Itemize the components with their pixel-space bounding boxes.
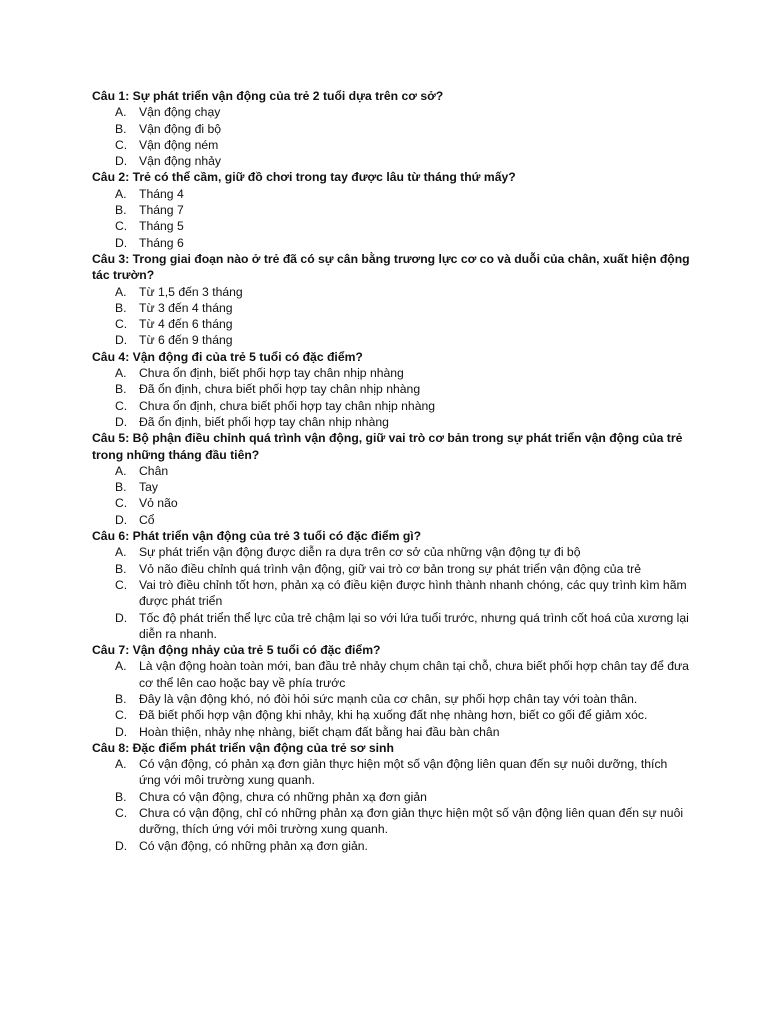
- option-text: Từ 3 đến 4 tháng: [139, 300, 233, 315]
- answer-option: [92, 365, 692, 381]
- option-text: Vận động chạy: [139, 105, 221, 120]
- answer-option: [92, 479, 692, 495]
- answer-option: [92, 495, 692, 511]
- question-text: Câu 6: Phát triển vận động của trẻ 3 tuổi có đặc điểm gì?: [92, 529, 422, 544]
- option-letter: B.: [115, 382, 127, 397]
- option-letter: C.: [115, 708, 128, 723]
- answer-option: [92, 202, 692, 218]
- question-text: Câu 3: Trong giai đoạn nào ở trẻ đã có sự cân bằng trương lực cơ co và duỗi của chân, xuất hiện động tác trườn?: [92, 251, 690, 283]
- answer-option: [92, 838, 692, 854]
- option-text: Tháng 6: [139, 235, 184, 250]
- option-text: Tháng 4: [139, 186, 184, 201]
- option-letter: B.: [115, 691, 127, 706]
- option-text: Đã ổn định, chưa biết phối hợp tay chân nhịp nhàng: [139, 382, 421, 397]
- option-letter: A.: [115, 105, 127, 120]
- option-text: Từ 1,5 đến 3 tháng: [139, 284, 243, 299]
- answer-option: [92, 218, 692, 234]
- question-block: [92, 528, 692, 642]
- option-letter: C.: [115, 577, 128, 592]
- option-letter: D.: [115, 724, 128, 739]
- option-text: Tháng 5: [139, 219, 184, 234]
- option-letter: D.: [115, 512, 128, 527]
- option-letter: B.: [115, 480, 127, 495]
- answer-option: [92, 235, 692, 251]
- answer-option: [92, 186, 692, 202]
- option-text: Có vận động, có phản xạ đơn giản thực hiện một số vận động liên quan đến sự nuôi dưỡng, thích ứng với môi trường xung quanh.: [139, 757, 668, 788]
- option-text: Vận động nhảy: [139, 154, 221, 169]
- option-letter: C.: [115, 137, 128, 152]
- option-text: Chưa có vận động, chỉ có những phản xạ đơn giản thực hiện một số vận động liên quan đến sự nuôi dưỡng, thích ứng với môi trường xung quanh.: [139, 806, 684, 837]
- answer-option: [92, 577, 692, 610]
- option-letter: B.: [115, 300, 127, 315]
- option-letter: B.: [115, 203, 127, 218]
- option-letter: C.: [115, 496, 128, 511]
- answer-option: [92, 610, 692, 643]
- option-letter: D.: [115, 154, 128, 169]
- option-letter: A.: [115, 186, 127, 201]
- option-letter: D.: [115, 838, 128, 853]
- option-text: Vận động đi bộ: [139, 121, 221, 136]
- option-text: Hoàn thiện, nhảy nhẹ nhàng, biết chạm đất bằng hai đầu bàn chân: [139, 724, 500, 739]
- option-text: Vỏ não điều chỉnh quá trình vận động, giữ vai trò cơ bản trong sự phát triển vận động của trẻ: [139, 561, 641, 576]
- option-text: Đây là vận động khó, nó đòi hỏi sức mạnh của cơ chân, sự phối hợp chân tay với toàn thân.: [139, 691, 638, 706]
- option-letter: A.: [115, 545, 127, 560]
- answer-option: [92, 658, 692, 691]
- answer-option: [92, 284, 692, 300]
- option-letter: B.: [115, 121, 127, 136]
- option-letter: B.: [115, 561, 127, 576]
- answer-option: [92, 398, 692, 414]
- answer-option: [92, 104, 692, 120]
- answer-option: [92, 463, 692, 479]
- question-text: Câu 1: Sự phát triển vận động của trẻ 2 tuổi dựa trên cơ sở?: [92, 89, 444, 103]
- option-text: Có vận động, có những phản xạ đơn giản.: [139, 838, 368, 853]
- option-letter: B.: [115, 789, 127, 804]
- option-text: Là vận động hoàn toàn mới, ban đầu trẻ nhảy chụm chân tại chỗ, chưa biết phối hợp chân tay để đưa cơ thể lên cao hoặc bay về phía trước: [139, 659, 689, 690]
- option-letter: C.: [115, 806, 128, 821]
- option-text: Sự phát triển vận động được diễn ra dựa trên cơ sở của những vận động tự đi bộ: [139, 545, 581, 560]
- option-text: Đã ổn định, biết phối hợp tay chân nhịp nhàng: [139, 414, 389, 429]
- answer-option: [92, 316, 692, 332]
- question-text: Câu 2: Trẻ có thể cầm, giữ đồ chơi trong tay được lâu từ tháng thứ mấy?: [92, 170, 516, 185]
- answer-option: [92, 414, 692, 430]
- answer-option: [92, 707, 692, 723]
- answer-option: [92, 691, 692, 707]
- option-letter: A.: [115, 366, 127, 381]
- option-letter: A.: [115, 284, 127, 299]
- question-block: [92, 251, 692, 349]
- option-text: Chưa ổn định, chưa biết phối hợp tay chân nhịp nhàng: [139, 398, 436, 413]
- question-block: [92, 430, 692, 528]
- question-text: Câu 5: Bộ phận điều chỉnh quá trình vận động, giữ vai trò cơ bản trong sự phát triển vận động của trẻ trong những tháng đầu tiên?: [92, 431, 683, 462]
- option-text: Cổ: [139, 512, 155, 527]
- option-text: Tay: [139, 480, 158, 495]
- option-text: Vỏ não: [139, 496, 178, 511]
- option-letter: C.: [115, 219, 128, 234]
- answer-option: [92, 332, 692, 348]
- question-text: Câu 8: Đặc điểm phát triển vận động của trẻ sơ sinh: [92, 740, 394, 755]
- quiz-document: [92, 88, 692, 854]
- option-text: Chưa có vận động, chưa có những phản xạ đơn giản: [139, 789, 427, 804]
- option-text: Đã biết phối hợp vận động khi nhảy, khi hạ xuống đất nhẹ nhàng hơn, biết co gối để giảm xóc.: [139, 708, 648, 723]
- question-text: Câu 4: Vận động đi của trẻ 5 tuổi có đặc điểm?: [92, 349, 363, 364]
- answer-option: [92, 137, 692, 153]
- answer-option: [92, 805, 692, 838]
- answer-option: [92, 381, 692, 397]
- option-letter: A.: [115, 463, 127, 478]
- option-text: Vai trò điều chỉnh tốt hơn, phản xạ có điều kiện được hình thành nhanh chóng, các quy trình kìm hãm được phát triển: [139, 577, 687, 609]
- option-text: Từ 6 đến 9 tháng: [139, 333, 233, 348]
- option-text: Chưa ổn định, biết phối hợp tay chân nhịp nhàng: [139, 366, 404, 381]
- option-letter: A.: [115, 757, 127, 772]
- option-text: Tốc độ phát triển thể lực của trẻ chậm lại so với lứa tuổi trước, nhưng quá trình cốt hoá của xương lại diễn ra nhanh.: [139, 610, 689, 641]
- option-letter: C.: [115, 398, 128, 413]
- answer-option: [92, 153, 692, 169]
- answer-option: [92, 724, 692, 740]
- question-block: [92, 169, 692, 250]
- answer-option: [92, 756, 692, 789]
- option-text: Vận động ném: [139, 137, 219, 152]
- option-text: Từ 4 đến 6 tháng: [139, 317, 233, 332]
- question-block: [92, 349, 692, 430]
- option-text: Tháng 7: [139, 203, 184, 218]
- question-block: [92, 740, 692, 854]
- option-letter: D.: [115, 610, 128, 625]
- question-block: [92, 88, 692, 169]
- option-letter: C.: [115, 317, 128, 332]
- answer-option: [92, 789, 692, 805]
- answer-option: [92, 121, 692, 137]
- answer-option: [92, 544, 692, 560]
- option-letter: D.: [115, 414, 128, 429]
- answer-option: [92, 512, 692, 528]
- option-letter: D.: [115, 235, 128, 250]
- option-letter: A.: [115, 659, 127, 674]
- option-text: Chân: [139, 463, 169, 478]
- answer-option: [92, 561, 692, 577]
- question-text: Câu 7: Vận động nhảy của trẻ 5 tuổi có đặc điểm?: [92, 643, 381, 658]
- option-letter: D.: [115, 333, 128, 348]
- question-block: [92, 642, 692, 740]
- answer-option: [92, 300, 692, 316]
